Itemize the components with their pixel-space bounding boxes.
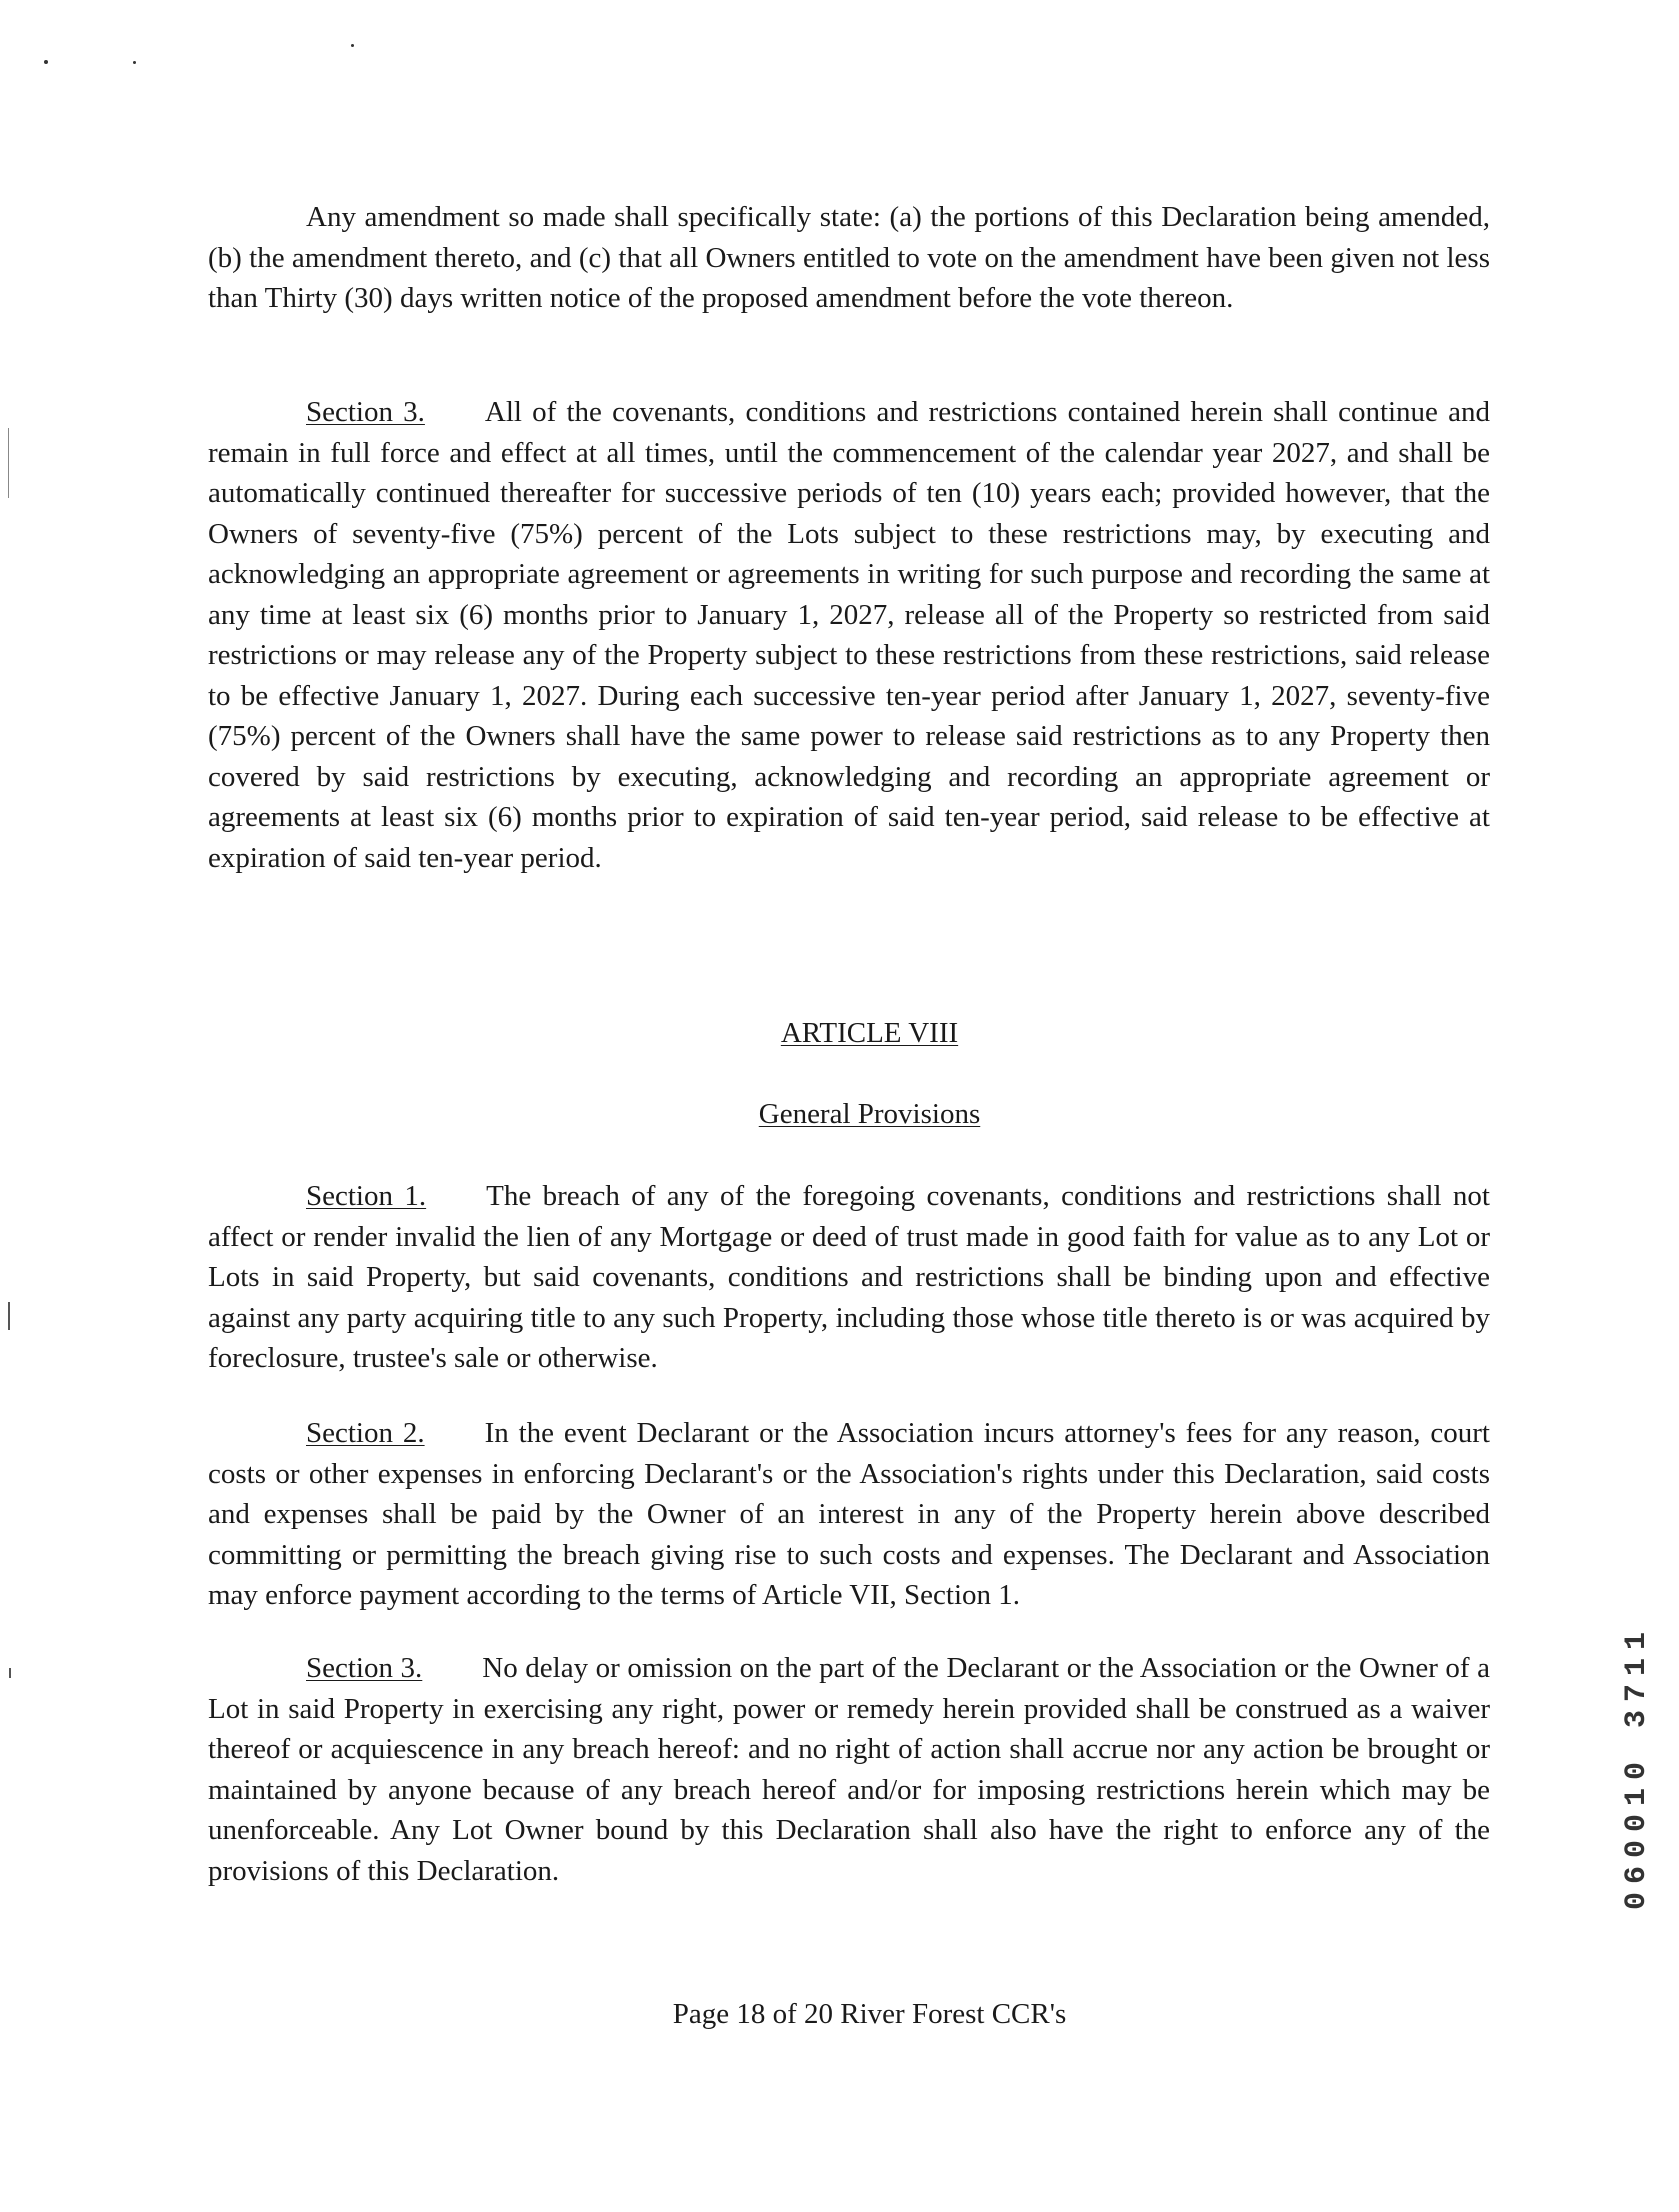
general-section-2-label: Section 2. — [306, 1417, 425, 1449]
general-section-1-paragraph — [208, 1176, 1490, 1379]
section-3-text: All of the covenants, conditions and restrictions contained herein shall continue and remain in full force and effect at all times, until the commencement of the calendar year 2027, and shall be automatically continued thereafter for successive periods of ten (10) years each; provided however, that the Owners of seventy-five (75%) percent of the Lots subject to these restrictions may, by executing and acknowledging an appropriate agreement or agreements in writing for such purpose and recording the same at any time at least six (6) months prior to January 1, 2027, release all of the Property so restricted from said restrictions or may release any of the Property subject to these restrictions from these restrictions, said release to be effective January 1, 2027. During each successive ten-year period after January 1, 2027, seventy-five (75%) percent of the Owners shall have the same power to release said restrictions as to any Property then covered by said restrictions by executing, acknowledging and recording an appropriate agreement or agreements at least six (6) months prior to expiration of said ten-year period, said release to be effective at expiration of said ten-year period. — [208, 396, 1490, 874]
section-3-label: Section 3. — [306, 396, 425, 428]
general-section-3-label: Section 3. — [306, 1652, 423, 1684]
general-section-3-paragraph — [208, 1648, 1490, 1891]
general-section-1-text: The breach of any of the foregoing covenants, conditions and restrictions shall not affect or render invalid the lien of any Mortgage or deed of trust made in good faith for value as to any Lot or Lots in said Property, but said covenants, conditions and restrictions shall be binding upon and effective against any party acquiring title to any such Property, including those whose title thereto is or was acquired by foreclosure, trustee's sale or otherwise. — [208, 1180, 1490, 1374]
scan-speck — [133, 61, 136, 64]
general-section-2-paragraph — [208, 1413, 1490, 1616]
scan-speck — [351, 44, 354, 47]
margin-recording-stamp: 060010 3711 — [1620, 1623, 1654, 1910]
amendment-paragraph: Any amendment so made shall specifically state: (a) the portions of this Declaration being amended, (b) the amendment thereto, and (c) that all Owners entitled to vote on the amendment have been given not less than Thirty (30) days written notice of the proposed amendment before the vote thereon. — [208, 201, 1490, 314]
article-title: ARTICLE VIII — [780, 1017, 959, 1049]
general-section-2-text: In the event Declarant or the Association incurs attorney's fees for any reason, court costs or other expenses in enforcing Declarant's or the Association's rights under this Declaration, said costs and expenses shall be paid by the Owner of an interest in any of the Property herein above described committing or permitting the breach giving rise to such costs and expenses. The Declarant and Association may enforce payment according to the terms of Article VII, Section 1. — [208, 1417, 1490, 1611]
scan-mark — [9, 1668, 11, 1678]
scan-mark — [8, 428, 9, 498]
general-section-3-text: No delay or omission on the part of the Declarant or the Association or the Owner of a Lot in said Property in exercising any right, power or remedy herein provided shall be construed as a waiver thereof or acquiescence in any breach hereof: and no right of action shall accrue nor any action be brought or maintained by anyone because of any breach hereof and/or for imposing restrictions herein which may be unenforceable. Any Lot Owner bound by this Declaration shall also have the right to enforce any of the provisions of this Declaration. — [208, 1652, 1490, 1887]
scan-mark — [8, 1302, 10, 1330]
scan-speck — [44, 60, 48, 64]
section-3-paragraph — [208, 392, 1490, 878]
article-subtitle: General Provisions — [758, 1098, 981, 1130]
general-section-1-label: Section 1. — [306, 1180, 427, 1212]
page-footer: Page 18 of 20 River Forest CCR's — [672, 1998, 1067, 2030]
